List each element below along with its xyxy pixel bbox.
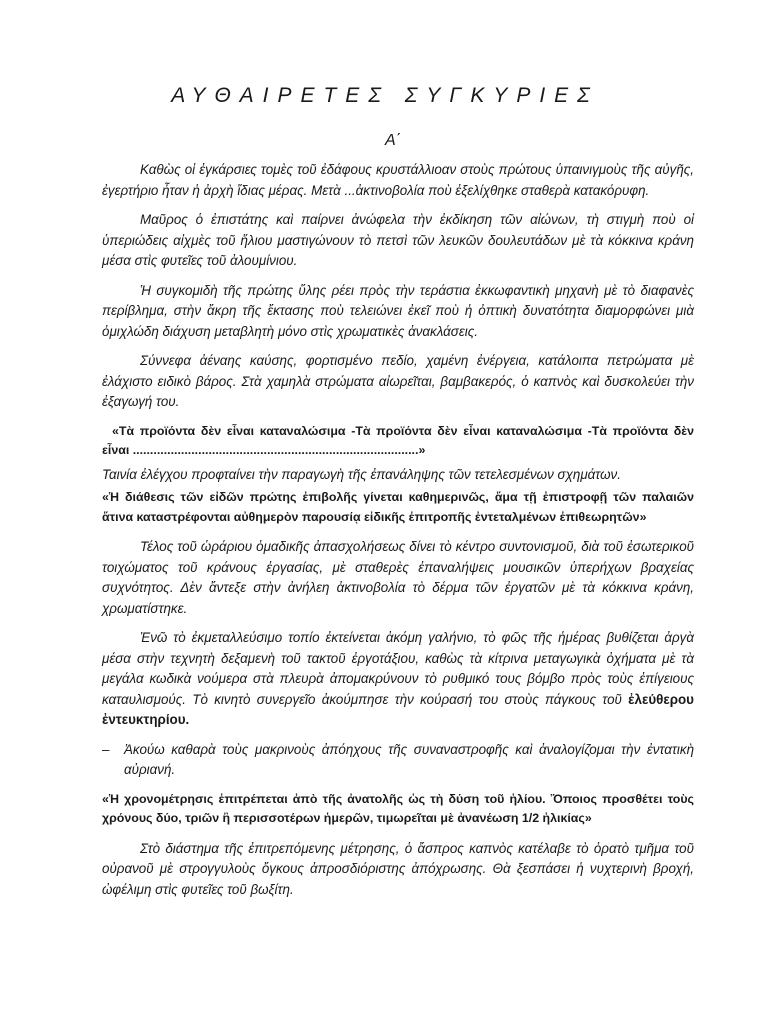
document-title: ΑΥΘΑΙΡΕΤΕΣ ΣΥΓΚΥΡΙΕΣ xyxy=(171,84,599,107)
bold-quote-1: «Τὰ προϊόντα δὲν εἶναι καταναλώσιμα -Τὰ προϊόντα δὲν εἶναι καταναλώσιμα -Τὰ προϊόντα δὲν εἶναι ...................................................................................» xyxy=(102,423,694,457)
paragraph-9: Στὸ διάστημα τῆς ἐπιτρεπόμενης μέτρησης, ὁ ἄσπρος καπνὸς κατέλαβε τὸ ὁρατὸ τμῆμα τοῦ οὐρανοῦ μὲ στρογγυλοὺς ὄγκους ἀπροσδιόριστης ἀπόχρωσης. Θὰ ξεσπάσει ἡ νυχτερινὴ βροχή, ὠφέλιμη στὶς φυτεῖες τοῦ βωξίτη. xyxy=(102,840,694,897)
bold-quote-3: «Ἡ χρονομέτρησις ἐπιτρέπεται ἀπὸ τῆς ἀνατολῆς ὡς τὴ δύση τοῦ ἡλίου. Ὅποιος προσθέτει τοὺς χρόνους δύο, τριῶν ἢ περισσοτέρων ἡμερῶν, τιμωρεῖται μὲ ἀνανέωση 1/2 ἡλικίας» xyxy=(102,791,694,825)
document-body xyxy=(102,160,694,909)
dialogue-line xyxy=(102,740,694,781)
section-heading: Α΄ xyxy=(385,132,401,149)
paragraph-1: Καθὼς οἱ ἐγκάρσιες τομὲς τοῦ ἐδάφους κρυστάλλιοαν στοὺς πρώτους ὑπαινιγμοὺς τῆς αὐγῆς, ἐγερτήριο ἦταν ἡ ἀρχὴ ἴδιας μέρας. Μετὰ ...ἀκτινοβολία ποὺ ἐξελίχθηκε σταθερὰ κατακόρυφη. xyxy=(102,162,694,198)
dash-mark: – xyxy=(102,741,110,757)
paragraph-7 xyxy=(102,628,694,731)
paragraph-5: Ταινία ἐλέγχου προφταίνει τὴν παραγωγὴ τῆς ἐπανάληψης τῶν τετελεσμένων σχημάτων. xyxy=(102,466,621,482)
paragraph-4: Σύννεφα ἀέναης καύσης, φορτισμένο πεδίο, χαμένη ἐνέργεια, κατάλοιπα πετρώματα μὲ ἐλάχιστο ειδικὸ βάρος. Στὰ χαμηλὰ στρώματα αἰωρεῖται, βαμβακερός, ὁ καπνὸς καὶ δυσκολεύει τὴν ἐξαγωγή του. xyxy=(102,353,694,409)
paragraph-7-text: Ἐνῶ τὸ ἐκμεταλλεύσιμο τοπίο ἐκτείνεται ἀκόμη γαλήνιο, τὸ φῶς τῆς ἡμέρας βυθίζεται ἀργὰ μέσα στὴν τεχνητὴ δεξαμενὴ τοῦ τακτοῦ ἐργοτάξιου, καθὼς τὰ κίτρινα μεταγωγικὰ ὀχήματα μὲ τὰ μεγάλα κωδικὰ νούμερα στὰ πλευρὰ ἀπομακρύνουν τὸ ρυθμικό τους βόμβο πρὸς τοὺς ἐπίγειους καταυλισμούς. Τὸ κινητὸ συνεργεῖο ἀκούμπησε τὴν κούρασή του στοὺς πάγκους τοῦ xyxy=(102,630,694,707)
paragraph-3: Ἡ συγκομιδὴ τῆς πρώτης ὕλης ρέει πρὸς τὴν τεράστια ἐκκωφαντικὴ μηχανὴ μὲ τὸ διαφανὲς περίβλημα, στὴν ἄκρη τῆς ἔκτασης ποὺ τελειώνει ἐκεῖ ποὺ ἡ ὀπτικὴ δυνατότητα διαμορφώνει μιὰ ὀμιχλώδη διάχυση μεταβλητὴ μόνο στὶς χρωματικὲς ἀνακλάσεις. xyxy=(102,282,694,339)
bold-quote-2: «Ἡ διάθεσις τῶν εἰδῶν πρώτης ἐπιβολῆς γίνεται καθημερινῶς, ἅμα τῇ ἐπιστροφῇ τῶν παλαιῶν ἅτινα καταστρέφονται αὐθημερὸν παρουσίᾳ εἰδικῆς ἐπιτροπῆς ἐντεταλμένων ἐπιθεωρητῶν» xyxy=(102,490,694,524)
paragraph-7-bold: ἐλεύθερου ἐντευκτηρίου. xyxy=(102,691,694,727)
dialogue-text: Ἀκούω καθαρὰ τοὺς μακρινοὺς ἀπόηχους τῆς συναναστροφῆς καὶ ἀναλογίζομαι τὴν ἐντατικὴ αὐριανή. xyxy=(124,741,694,777)
paragraph-2: Μαῦρος ὁ ἐπιστάτης καὶ παίρνει ἀνώφελα τὴν ἐκδίκηση τῶν αἰώνων, τὴ στιγμὴ ποὺ οἱ ὑπεριώδεις αἰχμὲς τοῦ ἥλιου μαστιγώνουν τὸ πετσὶ τῶν λευκῶν δουλευτάδων μὲ τὰ κόκκινα κράνη μέσα στὶς φυτεῖες τοῦ ἀλουμίνιου. xyxy=(102,212,694,268)
paragraph-6: Τέλος τοῦ ὡράριου ὁμαδικῆς ἀπασχολήσεως δίνει τὸ κέντρο συντονισμοῦ, διὰ τοῦ ἐσωτερικοῦ τοιχώματος τοῦ κράνους ἐργασίας, μὲ σταθερὲς ἐπαναλήψεις μουσικῶν ὑπερήχων βραχείας συχνότητος. Δὲν ἄντεξε στὴν ἀνήλεη ἀκτινοβολία τὸ δέρμα τῶν ἐργατῶν μὲ τὰ κόκκινα κράνη, χρωματίστηκε. xyxy=(102,539,694,616)
